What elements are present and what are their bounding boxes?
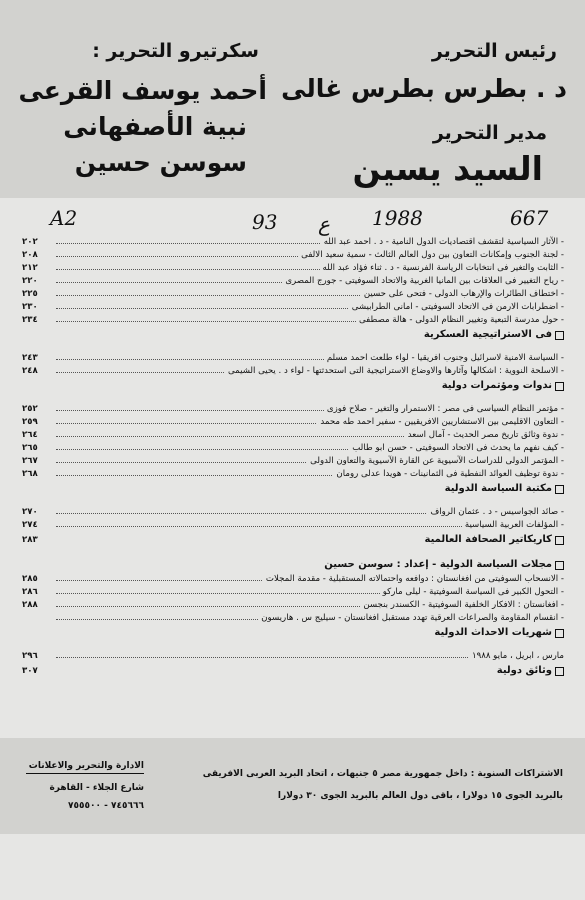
toc-item — [8, 301, 564, 314]
toc-page-number: ٢١٢ — [22, 263, 38, 273]
toc-item — [8, 403, 564, 416]
toc-item-title: - رياح التغيير فى العلاقات بين المانيا الغربية والاتحاد السوفيتى - جورج المصرى — [282, 275, 564, 288]
section-box-icon — [555, 536, 564, 545]
toc-item-title: - الثابت والتغير فى انتخابات الرياسة الفرنسية - د . ثناء فؤاد عبد الله — [320, 262, 564, 275]
toc-section-title: مجلات السياسة الدولية - إعداد : سوسن حسين — [324, 559, 552, 570]
toc-item-title: - كيف نفهم ما يحدث فى الاتحاد السوفيتى - حسن ابو طالب — [349, 442, 564, 455]
toc-spacer — [8, 641, 564, 650]
toc-item — [8, 288, 564, 301]
toc-section-title: وثائق دولية — [496, 665, 552, 676]
toc-item-title: - اضطرابات الارمن فى الاتحاد السوفيتى - امانى الطرابيشى — [349, 301, 564, 314]
toc-section-title: كاريكاتير الصحافة العالمية — [424, 534, 552, 545]
toc-spacer — [8, 497, 564, 506]
toc-item-title: - افغانستان : الافكار الخلفية السوفيتية - الكسندر بنجسن — [360, 599, 564, 612]
handwritten-mark-e: 667 — [510, 206, 549, 230]
toc-item-title: - اختطاف الطائرات والإرهاب الدولى - فتحى على حسين — [361, 288, 564, 301]
toc-item-title: - الآثار السياسية لتقشف اقتصاديات الدول النامية - د . احمد عبد الله — [321, 236, 564, 249]
toc-page-number: ٢٤٣ — [22, 353, 38, 363]
toc-section-heading — [8, 532, 564, 548]
section-box-icon — [555, 561, 564, 570]
section-box-icon — [555, 667, 564, 676]
toc-item-title: - المؤتمر الدولى للدراسات الآسيوية عن القارة الآسيوية والتعاون الدولى — [307, 455, 564, 468]
toc-item-title: - ندوة توظيف العوائد النفطية فى الثمانينات - هويدا عدلى رومان — [333, 468, 564, 481]
toc-item-title: - حول مدرسة التبعية وتغيير النظام الدولى - هالة مصطفى — [356, 314, 564, 327]
toc-section-heading — [8, 481, 564, 497]
toc-page-number: ٢٨٣ — [22, 535, 38, 545]
toc-page-number: ٢٥٩ — [22, 417, 38, 427]
toc-section-title: شهريات الاحداث الدولية — [434, 627, 552, 638]
toc-section-title: ندوات ومؤتمرات دولية — [441, 380, 552, 391]
subscription-line-1: الاشتراكات السنوية : داخل جمهورية مصر ٥ جنيهات ، اتحاد البريد العربى الافريقى — [202, 769, 563, 779]
toc-item-title: - السياسة الامنية لاسرائيل وجنوب افريقيا - لواء طلعت احمد مسلم — [324, 352, 564, 365]
toc-item — [8, 650, 564, 663]
toc-section-title: مكتبة السياسة الدولية — [444, 483, 552, 494]
toc-item — [8, 236, 564, 249]
toc-item — [8, 586, 564, 599]
toc-item — [8, 429, 564, 442]
secretary-name-2: نبية الأصفهانى — [63, 112, 247, 141]
toc-item-title: - الاسلحة النووية : اشكالها وآثارها والاوضاع الاستراتيجية التى استحدثتها - لواء د . يحيى الشيمى — [225, 365, 564, 378]
toc-page-number: ٢٦٥ — [22, 443, 38, 453]
toc-item-title: - الانسحاب السوفيتى من افغانستان : دوافعه واحتمالاته المستقبلية - مقدمة المجلات — [263, 573, 564, 586]
toc-spacer — [8, 343, 564, 352]
toc-page-number: ٢٣٠ — [22, 302, 38, 312]
toc-item-title: - المؤلفات العربية السياسية — [462, 519, 564, 532]
toc-section-heading — [8, 663, 564, 679]
managing-editor-name: السيد يسين — [352, 149, 543, 188]
toc-spacer — [8, 394, 564, 403]
toc-item — [8, 468, 564, 481]
toc-item — [8, 275, 564, 288]
secretaries-label: سكرتيرو التحرير : — [92, 40, 259, 62]
toc-item-title: - ندوة وثائق تاريخ مصر الحديث - آمال اسعد — [405, 429, 564, 442]
toc-item-title: - التحول الكبير فى السياسة السوفيتية - ليلى ماركو — [380, 586, 564, 599]
toc-item — [8, 612, 564, 625]
toc-page-number: ٢٦٧ — [22, 456, 38, 466]
handwritten-mark-c: ع — [318, 212, 330, 236]
toc-page-number: ٢٩٦ — [22, 651, 38, 661]
toc-item — [8, 365, 564, 378]
toc-item-title: - مؤتمر النظام السياسى فى مصر : الاستمرار والتغير - صلاح فوزى — [324, 403, 564, 416]
table-of-contents — [8, 236, 564, 679]
toc-page-number: ٢٣٤ — [22, 315, 38, 325]
toc-section-heading — [8, 557, 564, 573]
toc-page-number: ٢٢٠ — [22, 276, 38, 286]
toc-item-title: مارس ، ابريل ، مايو ١٩٨٨ — [469, 650, 564, 663]
secretary-name-1: أحمد يوسف القرعى — [18, 76, 267, 105]
subscription-line-2: بالبريد الجوى ١٥ دولارا ، باقى دول العالم بالبريد الجوى ٣٠ دولارا — [277, 791, 563, 801]
toc-page-number: ٢٢٥ — [22, 289, 38, 299]
managing-editor-label: مدير التحرير — [432, 122, 547, 144]
toc-section-title: فى الاستراتيجية العسكرية — [423, 329, 552, 340]
toc-section-heading — [8, 327, 564, 343]
handwritten-mark-b: 93 — [252, 210, 278, 234]
toc-item-title: - لجنة الجنوب وإمكانات التعاون بين دول العالم الثالث - سمية سعيد الالفى — [298, 249, 564, 262]
toc-item — [8, 506, 564, 519]
toc-page-number: ٢٨٦ — [22, 587, 38, 597]
toc-item — [8, 442, 564, 455]
handwritten-mark-a: A2 — [50, 206, 78, 230]
toc-item — [8, 416, 564, 429]
toc-page-number: ٢٦٨ — [22, 469, 38, 479]
secretary-name-3: سوسن حسين — [74, 148, 247, 177]
toc-page-number: ٢٧٤ — [22, 520, 38, 530]
toc-item-title: - انقسام المقاومة والصراعات العرقية تهدد مستقبل افغانستان - سيليج س . هاريسون — [258, 612, 564, 625]
toc-item — [8, 599, 564, 612]
toc-item-title: - صائد الجواسيس - د . عثمان الرواف — [427, 506, 564, 519]
toc-item — [8, 262, 564, 275]
toc-item — [8, 249, 564, 262]
toc-page-number: ٢٨٥ — [22, 574, 38, 584]
admin-label: الادارة والتحرير والاعلانات — [26, 762, 144, 774]
toc-spacer — [8, 548, 564, 557]
handwritten-mark-d: 1988 — [372, 206, 423, 230]
phone-numbers: ٧٤٥٦٦٦ - ٧٥٥٥٠٠ — [68, 801, 144, 811]
toc-page-number: ٢٠٢ — [22, 237, 38, 247]
toc-item — [8, 352, 564, 365]
toc-page-number: ٢٠٨ — [22, 250, 38, 260]
section-box-icon — [555, 382, 564, 391]
toc-page-number: ٢٧٠ — [22, 507, 38, 517]
toc-item — [8, 314, 564, 327]
address: شارع الجلاء - القاهرة — [49, 783, 144, 793]
section-box-icon — [555, 629, 564, 638]
section-box-icon — [555, 331, 564, 340]
toc-page-number: ٣٠٧ — [22, 666, 38, 676]
toc-page-number: ٢٦٤ — [22, 430, 38, 440]
toc-item — [8, 573, 564, 586]
toc-item-title: - التعاون الاقليمى بين الاستشاريين الافريقيين - سفير احمد طه محمد — [317, 416, 564, 429]
editor-in-chief-name: د . بطرس بطرس غالى — [281, 74, 567, 103]
toc-page-number: ٢٨٨ — [22, 600, 38, 610]
toc-section-heading — [8, 378, 564, 394]
toc-section-heading — [8, 625, 564, 641]
toc-page-number: ٢٤٨ — [22, 366, 38, 376]
toc-item — [8, 455, 564, 468]
editor-in-chief-label: رئيس التحرير — [431, 40, 557, 62]
section-box-icon — [555, 485, 564, 494]
toc-page-number: ٢٥٢ — [22, 404, 38, 414]
toc-item — [8, 519, 564, 532]
